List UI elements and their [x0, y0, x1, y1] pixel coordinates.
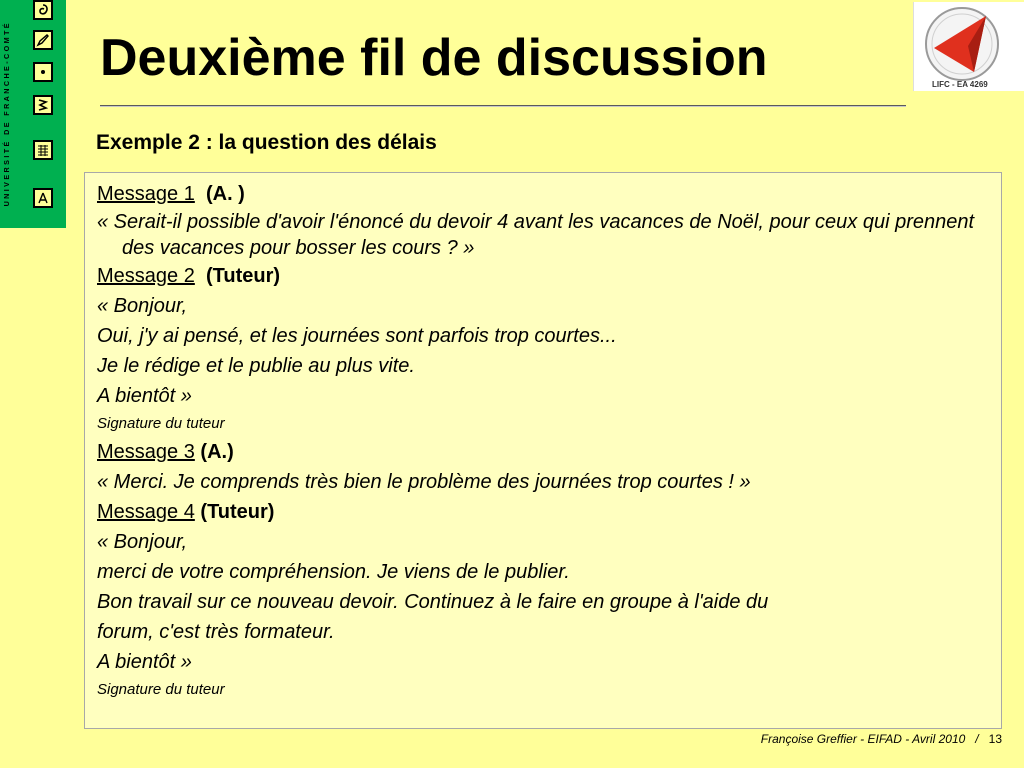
message-1-author: (A. ) [205, 183, 245, 205]
message-4-signature: Signature du tuteur [97, 681, 225, 698]
message-4-line: Bon travail sur ce nouveau devoir. Continuez à le faire en groupe à l'aide du [97, 591, 769, 613]
snake-icon [33, 95, 53, 115]
swirl-icon [33, 0, 53, 20]
footer [761, 732, 1002, 746]
message-4-label: Message 4 [97, 501, 195, 523]
message-3-text: « Merci. Je comprends très bien le problème des journées trop courtes ! » [97, 471, 751, 493]
message-4-line: « Bonjour, [97, 531, 188, 553]
university-label-container [0, 0, 13, 228]
message-3-label: Message 3 [97, 441, 195, 463]
message-2-header [97, 261, 1001, 291]
sidebar [0, 0, 66, 228]
logo-caption: LIFC - EA 4269 [932, 80, 988, 89]
message-3-header [97, 437, 1001, 467]
message-2-signature: Signature du tuteur [97, 415, 225, 432]
footer-separator: / [975, 732, 979, 746]
discussion-box [84, 172, 1002, 729]
message-1-text: « Serait-il possible d'avoir l'énoncé du devoir 4 avant les vacances de Noël, pour ceux qui prennent des vacances pour bosser les cours ? » [97, 211, 975, 259]
message-4-line: merci de votre compréhension. Je viens de le publier. [97, 561, 570, 583]
subtitle: Exemple 2 : la question des délais [96, 131, 437, 154]
message-4-line: forum, c'est très formateur. [97, 621, 335, 643]
university-label: UNIVERSITÉ DE FRANCHE-COMTÉ [2, 21, 11, 207]
message-3-author: (A.) [200, 441, 234, 463]
pencil-icon [33, 30, 53, 50]
message-2-line: « Bonjour, [97, 295, 188, 317]
message-4-author: (Tuteur) [200, 501, 275, 523]
logo-graphic [914, 2, 1024, 91]
message-4-line: A bientôt » [97, 651, 192, 673]
lifc-logo [913, 2, 1024, 91]
message-1-header [97, 179, 1001, 209]
page-title: Deuxième fil de discussion [100, 29, 768, 87]
page-number: 13 [988, 732, 1002, 746]
message-1-label: Message 1 [97, 183, 195, 205]
message-2-author: (Tuteur) [205, 265, 281, 287]
message-2-line: Je le rédige et le publie au plus vite. [97, 355, 415, 377]
footer-text: Françoise Greffier - EIFAD - Avril 2010 [760, 732, 966, 746]
message-2-label: Message 2 [97, 265, 195, 287]
grid-icon [33, 140, 53, 160]
message-2-line: A bientôt » [97, 385, 192, 407]
message-2-line: Oui, j'y ai pensé, et les journées sont parfois trop courtes... [97, 325, 617, 347]
square-dot-icon [33, 62, 53, 82]
message-4-header [97, 497, 1001, 527]
title-divider [100, 105, 906, 107]
compass-icon [33, 188, 53, 208]
